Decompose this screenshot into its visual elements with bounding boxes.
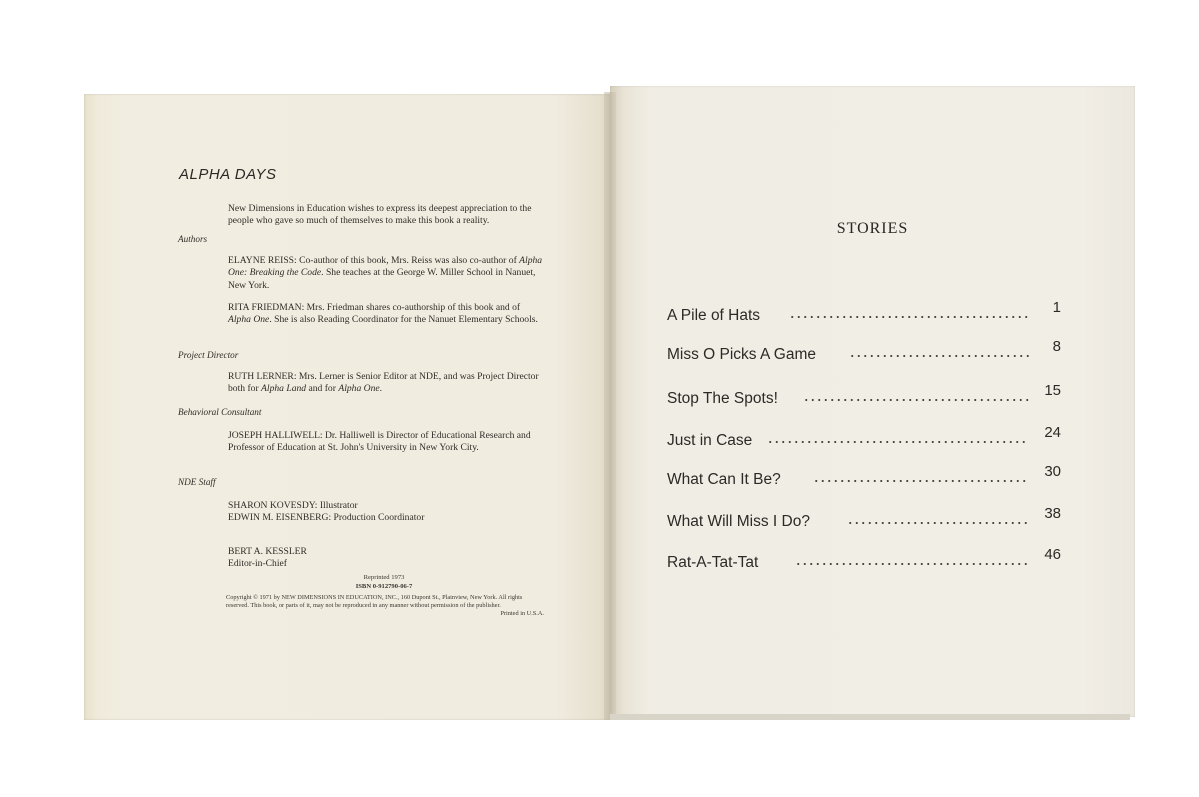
toc-entry: [667, 505, 1061, 535]
entry-friedman: RITA FRIEDMAN: Mrs. Friedman shares co-authorship of this book and of Alpha One. She is also Reading Coordinator for the Nanuet Elementary Schools.: [228, 302, 538, 326]
toc-page-number: 1: [1052, 299, 1061, 316]
reprinted-note: Reprinted 1973: [363, 574, 405, 581]
toc-entry: [667, 463, 1061, 493]
toc-page-number: 46: [1044, 546, 1061, 563]
toc-title: What Can It Be?: [667, 471, 781, 488]
toc-title: Stop The Spots!: [667, 390, 778, 407]
toc-leader-dots: [767, 437, 1029, 447]
section-authors: Authors: [178, 234, 208, 244]
toc-page-number: 8: [1052, 338, 1061, 355]
toc-page-number: 30: [1044, 463, 1061, 480]
section-nde-staff: NDE Staff: [178, 477, 216, 487]
toc-title: What Will Miss I Do?: [667, 513, 810, 530]
acknowledgment-intro: New Dimensions in Education wishes to express its deepest appreciation to the people who gave so much of themselves to make this book a reality.: [228, 203, 532, 227]
toc-leader-dots: [813, 476, 1029, 486]
toc-page-number: 38: [1044, 505, 1061, 522]
section-project-director: Project Director: [178, 350, 239, 360]
right-page: [610, 86, 1135, 717]
toc-leader-dots: [847, 518, 1029, 528]
book-title: ALPHA DAYS: [179, 166, 277, 183]
entry-lerner: RUTH LERNER: Mrs. Lerner is Senior Editor at NDE, and was Project Director both for Alpha Land and for Alpha One.: [228, 371, 539, 395]
copyright-notice: Copyright © 1971 by NEW DIMENSIONS IN EDUCATION, INC., 160 Dupont St., Plainview, New York. All rights reserved. This book, or parts of it, may not be reproduced in any manner without permission of the publisher.: [226, 594, 523, 609]
toc-leader-dots: [849, 351, 1029, 361]
book-spine: [604, 92, 616, 720]
entry-kovesdy: SHARON KOVESDY: Illustrator: [228, 500, 358, 511]
entry-eisenberg: EDWIN M. EISENBERG: Production Coordinator: [228, 512, 425, 523]
printed-in: Printed in U.S.A.: [500, 610, 544, 617]
toc-page-number: 15: [1044, 382, 1061, 399]
entry-kessler-name: BERT A. KESSLER: [228, 546, 307, 557]
entry-halliwell: JOSEPH HALLIWELL: Dr. Halliwell is Director of Educational Research and Professor of Education at St. John's University in New York City.: [228, 430, 531, 454]
toc-entry: [667, 299, 1061, 329]
toc-title: Rat-A-Tat-Tat: [667, 554, 759, 571]
entry-reiss: ELAYNE REISS: Co-author of this book, Mrs. Reiss was also co-author of Alpha One: Breaking the Code. She teaches at the George W. Miller School in Nanuet, New York.: [228, 255, 543, 291]
toc-entry: [667, 338, 1061, 368]
toc-leader-dots: [803, 395, 1029, 405]
toc-title: A Pile of Hats: [667, 307, 761, 324]
stories-heading: STORIES: [836, 220, 909, 237]
open-book: [84, 86, 1139, 718]
toc-title: Just in Case: [667, 432, 753, 449]
toc-page-number: 24: [1044, 424, 1061, 441]
entry-kessler-role: Editor-in-Chief: [228, 558, 287, 569]
left-page: [84, 94, 612, 720]
toc-leader-dots: [789, 312, 1029, 322]
toc-leader-dots: [795, 559, 1029, 569]
isbn: ISBN 0-912790-06-7: [355, 583, 413, 590]
toc-entry: [667, 424, 1061, 454]
toc-title: Miss O Picks A Game: [667, 346, 817, 363]
section-behavioral-consultant: Behavioral Consultant: [178, 407, 262, 417]
toc-entry: [667, 546, 1061, 576]
page-edge: [610, 714, 1130, 720]
toc-entry: [667, 382, 1061, 412]
